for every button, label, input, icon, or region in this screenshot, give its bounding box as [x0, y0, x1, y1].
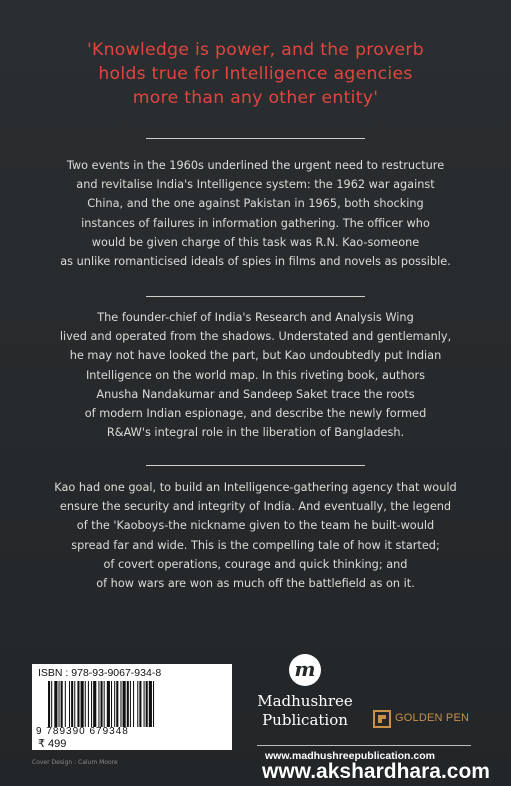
barcode-bar — [61, 681, 63, 727]
barcode-bar — [116, 681, 118, 727]
barcode-bar — [146, 681, 148, 727]
barcode-bar — [59, 681, 60, 727]
barcode-bar — [98, 681, 99, 727]
golden-pen-logo-icon — [373, 710, 391, 728]
text-line: Anusha Nandakumar and Sandeep Saket trace the roots — [96, 387, 415, 401]
barcode-bar — [123, 681, 126, 727]
barcode-bar — [71, 681, 73, 727]
barcode-bar — [51, 681, 52, 727]
publisher-divider — [257, 745, 471, 746]
quote-line: holds true for Intelligence agencies — [98, 64, 413, 84]
barcode-bar — [93, 681, 96, 727]
publisher-logo — [289, 654, 321, 686]
publisher-name-line: Madhushree — [257, 692, 353, 710]
barcode-bar — [48, 681, 50, 727]
barcode-digits: 9 789390 679348 — [36, 726, 129, 737]
barcode-bar — [101, 681, 103, 727]
barcode-bar — [104, 681, 105, 727]
barcode-bar — [149, 681, 152, 727]
text-line: R&AW's integral role in the liberation of Bangladesh. — [106, 426, 405, 440]
barcode-bar — [54, 681, 57, 727]
barcode-bar — [137, 681, 138, 727]
isbn-barcode-box — [32, 664, 232, 750]
barcode-bar — [69, 681, 70, 727]
blurb-paragraph-3 — [30, 478, 481, 593]
barcode — [46, 681, 222, 727]
pull-quote — [30, 38, 481, 110]
text-line: Intelligence on the world map. In this riveting book, authors — [85, 368, 426, 382]
barcode-bar — [114, 681, 115, 727]
text-line: he may not have looked the part, but Kao undoubtedly put Indian — [69, 349, 442, 363]
publisher-name-line: Publication — [262, 711, 348, 729]
barcode-bar — [130, 681, 131, 727]
divider — [146, 465, 365, 466]
barcode-bar — [81, 681, 84, 727]
price: ₹ 499 — [38, 738, 67, 750]
barcode-bar — [144, 681, 145, 727]
barcode-bar — [107, 681, 110, 727]
barcode-bar — [153, 681, 154, 727]
publisher-url: www.madhushreepublication.com — [265, 750, 435, 762]
divider — [146, 138, 365, 139]
text-line: lived and operated from the shadows. Understated and gentlemanly, — [59, 330, 452, 344]
text-line: of modern Indian espionage, and describe the newly formed — [84, 407, 427, 421]
text-line: instances of failures in information gathering. The officer who — [81, 216, 430, 230]
text-line: of how wars are won as much off the battlefield as on it. — [96, 577, 415, 591]
barcode-bar — [91, 681, 92, 727]
barcode-bar — [127, 681, 129, 727]
text-line: China, and the one against Pakistan in 1965, both shocking — [87, 197, 424, 211]
barcode-bar — [85, 681, 86, 727]
divider — [146, 296, 365, 297]
imprint-name: GOLDEN PEN — [395, 712, 470, 724]
text-line: Kao had one goal, to build an Intelligence-gathering agency that would — [54, 481, 457, 494]
blurb-paragraph-2 — [40, 308, 471, 442]
text-line: as unlike romanticised ideals of spies in films and novels as possible. — [60, 255, 451, 269]
site-watermark: www.akshardhara.com — [262, 760, 490, 783]
isbn-label: ISBN : 978-93-9067-934-8 — [38, 667, 162, 679]
barcode-bar — [120, 681, 121, 727]
cover-design-credit: Cover Design : Calum Moore — [32, 759, 118, 766]
text-line: of covert operations, courage and quick thinking; and — [103, 557, 408, 571]
barcode-bar — [111, 681, 112, 727]
text-line: of the 'Kaoboys-the nickname given to the team he built-would — [76, 519, 435, 533]
barcode-bar — [77, 681, 79, 727]
barcode-bar — [139, 681, 141, 727]
publisher-name — [240, 692, 370, 730]
text-line: Two events in the 1960s underlined the urgent need to restructure — [66, 159, 445, 172]
barcode-bar — [74, 681, 75, 727]
blurb-paragraph-1 — [40, 156, 471, 271]
publisher-logo-letter: m — [294, 657, 316, 681]
barcode-bar — [65, 681, 66, 727]
text-line: and revitalise India's Intelligence system: the 1962 war against — [76, 178, 435, 192]
text-line: spread far and wide. This is the compelling tale of how it started; — [71, 538, 440, 552]
text-line: would be given charge of this task was R.N. Kao-someone — [91, 235, 420, 249]
barcode-bar — [88, 681, 89, 727]
barcode-bar — [133, 681, 134, 727]
text-line: ensure the security and integrity of India. And eventually, the legend — [59, 500, 452, 514]
text-line: The founder-chief of India's Research and Analysis Wing — [97, 311, 414, 324]
quote-line: 'Knowledge is power, and the proverb — [86, 40, 425, 60]
quote-line: more than any other entity' — [132, 88, 379, 108]
